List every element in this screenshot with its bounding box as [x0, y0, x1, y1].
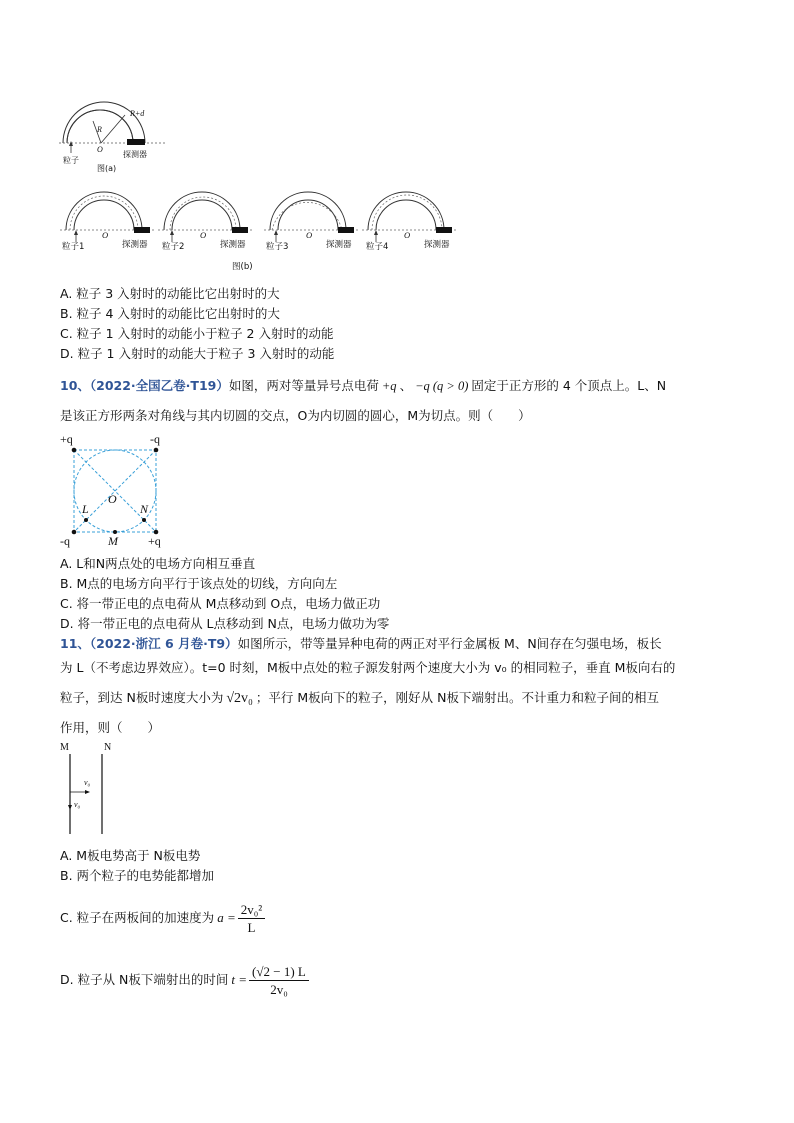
q11-option-d: [60, 960, 311, 1000]
q11-stem-3b: √2v₀: [226, 691, 253, 706]
q10-charge-bl: -q: [60, 534, 70, 548]
fig-b-o-1: O: [102, 230, 109, 240]
q10-point-l: L: [82, 502, 89, 516]
fig-a-label-rd: R+d: [130, 109, 145, 118]
fig-b-detector-3: 探测器: [326, 240, 352, 250]
fig-b-o-2: O: [200, 230, 207, 240]
q11-option-d-fraction: [249, 963, 309, 998]
q10-option-c: C. 将一带正电的点电荷从 M点移动到 O点，电场力做正功: [60, 596, 381, 611]
fig-b-o-4: O: [404, 230, 411, 240]
fig-b-particle-2: 粒子2: [162, 242, 185, 252]
figure-b: [60, 190, 470, 270]
fig-b-o-3: O: [306, 230, 313, 240]
q10-figure: [58, 430, 168, 548]
q10-option-d: D. 将一带正电的点电荷从 L点移动到 N点，电场力做功为零: [60, 616, 390, 631]
q11-plate-n: N: [104, 742, 112, 753]
q11-option-d-num: (√2 − 1) L: [249, 963, 309, 981]
q11-option-d-den: 2v₀: [270, 981, 288, 997]
q10-charge-tr: -q: [150, 432, 160, 446]
q10-point-m: M: [108, 534, 118, 548]
q11-stem-line-2: 为 L（不考虑边界效应）。t=0 时刻，M板中点处的粒子源发射两个速度大小为 v₀ 的相同粒子，垂直 M板向右的: [60, 660, 676, 675]
q11-option-d-text: D. 粒子从 N板下端射出的时间: [60, 972, 229, 987]
fig-b-detector-4: 探测器: [424, 240, 450, 250]
q11-stem-line-3: [60, 690, 659, 707]
fig-b-detector-1: 探测器: [122, 240, 148, 250]
q10-stem-1e: 固定于正方形的 4 个顶点上。L、N: [471, 378, 667, 393]
q9-option-c: C. 粒子 1 入射时的动能小于粒子 2 入射时的动能: [60, 326, 334, 341]
q10-option-a: A. L和N两点处的电场方向相互垂直: [60, 556, 256, 571]
q10-header: 10、（2022·全国乙卷·T19）: [60, 378, 229, 393]
q11-option-c: [60, 898, 267, 938]
fig-b-particle-1: 粒子1: [62, 242, 85, 252]
q11-plate-m: M: [60, 742, 69, 753]
fig-b-particle-3: 粒子3: [266, 242, 289, 252]
q11-option-b: B. 两个粒子的电势能都增加: [60, 868, 215, 883]
q10-charge-br: +q: [148, 534, 161, 548]
q11-option-c-den: L: [247, 919, 256, 935]
q11-header: 11、（2022·浙江 6 月卷·T9）: [60, 636, 238, 651]
q11-v0-right: v₀: [84, 778, 91, 787]
fig-b-particle-4: 粒子4: [366, 242, 389, 252]
q11-option-c-num: 2v₀²: [238, 901, 265, 919]
q11-option-c-lhs: a =: [217, 910, 236, 925]
q11-v0-down: v₀: [74, 800, 81, 809]
q9-option-d: D. 粒子 1 入射时的动能大于粒子 3 入射时的动能: [60, 346, 335, 361]
q9-option-b: B. 粒子 4 入射时的动能比它出射时的大: [60, 306, 280, 321]
q10-stem-1d: −q (q > 0): [415, 379, 469, 393]
q10-point-o: O: [108, 492, 117, 506]
q11-stem-line-4: 作用，则（ ）: [60, 720, 161, 735]
fig-a-label-o: O: [97, 145, 103, 154]
fig-b-detector-2: 探测器: [220, 240, 246, 250]
q10-stem-1b: +q: [381, 379, 397, 393]
q10-point-n: N: [140, 502, 149, 516]
fig-a-caption: 图(a): [97, 164, 117, 173]
q10-charge-tl: +q: [60, 432, 73, 446]
q10-option-b: B. M点的电场方向平行于该点处的切线，方向向左: [60, 576, 338, 591]
q11-stem-3a: 粒子，到达 N板时速度大小为: [60, 690, 224, 705]
fig-b-caption: 图(b): [232, 262, 253, 272]
fig-a-label-r: R: [97, 125, 102, 134]
q11-stem-line-1: [60, 636, 662, 652]
q11-stem-1: 如图所示，带等量异种电荷的两正对平行金属板 M、N间存在匀强电场，板长: [237, 636, 662, 651]
q10-stem-line-1: [60, 378, 666, 394]
figure-a: [55, 95, 205, 175]
q11-figure: [58, 742, 118, 837]
q9-option-a: A. 粒子 3 入射时的动能比它出射时的大: [60, 286, 280, 301]
q11-option-c-text: C. 粒子在两板间的加速度为: [60, 910, 215, 925]
q11-option-c-fraction: [238, 901, 265, 936]
q10-stem-1c: 、: [399, 378, 413, 393]
q11-stem-3c: ；平行 M板向下的粒子，刚好从 N板下端射出。不计重力和粒子间的相互: [255, 690, 659, 705]
q10-stem-line-2: 是该正方形两条对角线与其内切圆的交点，O为内切圆的圆心，M为切点。则（ ）: [60, 408, 531, 423]
fig-a-detector-label: 探测器: [123, 150, 147, 159]
q11-option-a: A. M板电势高于 N板电势: [60, 848, 201, 863]
fig-a-particle-label: 粒子: [63, 156, 79, 165]
q11-option-d-lhs: t =: [231, 972, 248, 987]
q10-stem-1a: 如图，两对等量异号点电荷: [228, 378, 379, 393]
